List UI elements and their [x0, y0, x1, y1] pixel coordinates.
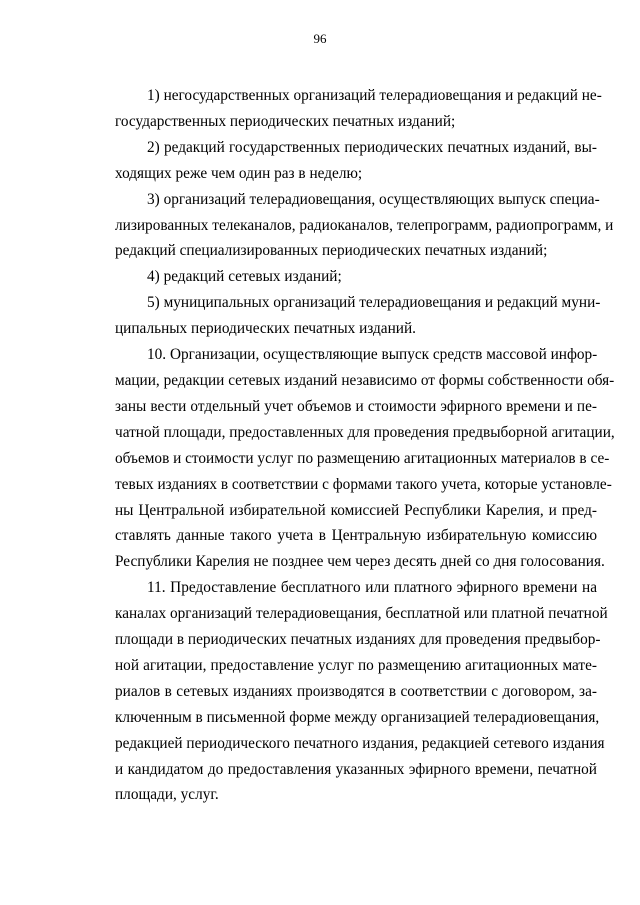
text-line: государственных периодических печатных изданий;	[115, 112, 456, 130]
text-line: 1) негосударственных организаций телерадиовещания и редакций не-	[147, 87, 602, 104]
text-line: и кандидатом до предоставления указанных эфирного времени, печатной	[115, 760, 597, 778]
text-line: лизированных телеканалов, радиоканалов, телепрограмм, радиопрограмм, и	[115, 216, 614, 234]
text-line: Республики Карелия не позднее чем через десять дней со дня голосования.	[115, 553, 605, 571]
list-item-4	[115, 264, 597, 290]
text-line: ходящих реже чем один раз в неделю;	[115, 164, 363, 182]
paragraph-10	[115, 342, 615, 575]
document-body	[115, 83, 615, 808]
text-line: заны вести отдельный учет объемов и стоимости эфирного времени и пе-	[115, 397, 597, 415]
paragraph-11	[115, 575, 608, 808]
text-line: ной агитации, предоставление услуг по размещению агитационных мате-	[115, 656, 597, 674]
text-line: 10. Организации, осуществляющие выпуск средств массовой инфор-	[147, 346, 598, 364]
text-line: редакций специализированных периодических печатных изданий;	[115, 242, 548, 260]
text-line: 3) организаций телерадиовещания, осуществляющих выпуск специа-	[147, 190, 600, 208]
text-line: тевых изданиях в соответствии с формами такого учета, которые установле-	[115, 475, 612, 493]
text-line: риалов в сетевых изданиях производятся в соответствии с договором, за-	[115, 682, 597, 700]
text-line: 5) муниципальных организаций телерадиовещания и редакций муни-	[147, 294, 601, 312]
text-line: редакцией периодического печатного издания, редакцией сетевого издания	[115, 734, 605, 752]
text-line: площади, услуг.	[115, 786, 219, 804]
text-line: ны Центральной избирательной комиссией Республики Карелия, и пред-	[115, 501, 597, 519]
text-line: мации, редакции сетевых изданий независимо от формы собственности обя-	[115, 371, 615, 389]
text-line: ципальных периодических печатных изданий.	[115, 320, 416, 338]
page-number: 96	[313, 31, 327, 46]
text-line: 4) редакций сетевых изданий;	[147, 268, 342, 286]
list-item-2	[115, 135, 597, 187]
text-line: 2) редакций государственных периодических печатных изданий, вы-	[147, 138, 597, 156]
list-item-1	[115, 83, 602, 135]
list-item-5	[115, 290, 601, 342]
text-line: ставлять данные такого учета в Центральную избирательную комиссию	[115, 527, 597, 545]
list-item-3	[115, 187, 614, 265]
text-line: ключенным в письменной форме между организацией телерадиовещания,	[115, 708, 600, 726]
text-line: объемов и стоимости услуг по размещению агитационных материалов в се-	[115, 449, 610, 467]
text-line: площади в периодических печатных изданиях для проведения предвыбор-	[115, 631, 601, 649]
text-line: чатной площади, предоставленных для проведения предвыборной агитации,	[115, 423, 615, 441]
text-line: 11. Предоставление бесплатного или платного эфирного времени на	[147, 579, 597, 597]
text-line: каналах организаций телерадиовещания, бесплатной или платной печатной	[115, 605, 608, 623]
